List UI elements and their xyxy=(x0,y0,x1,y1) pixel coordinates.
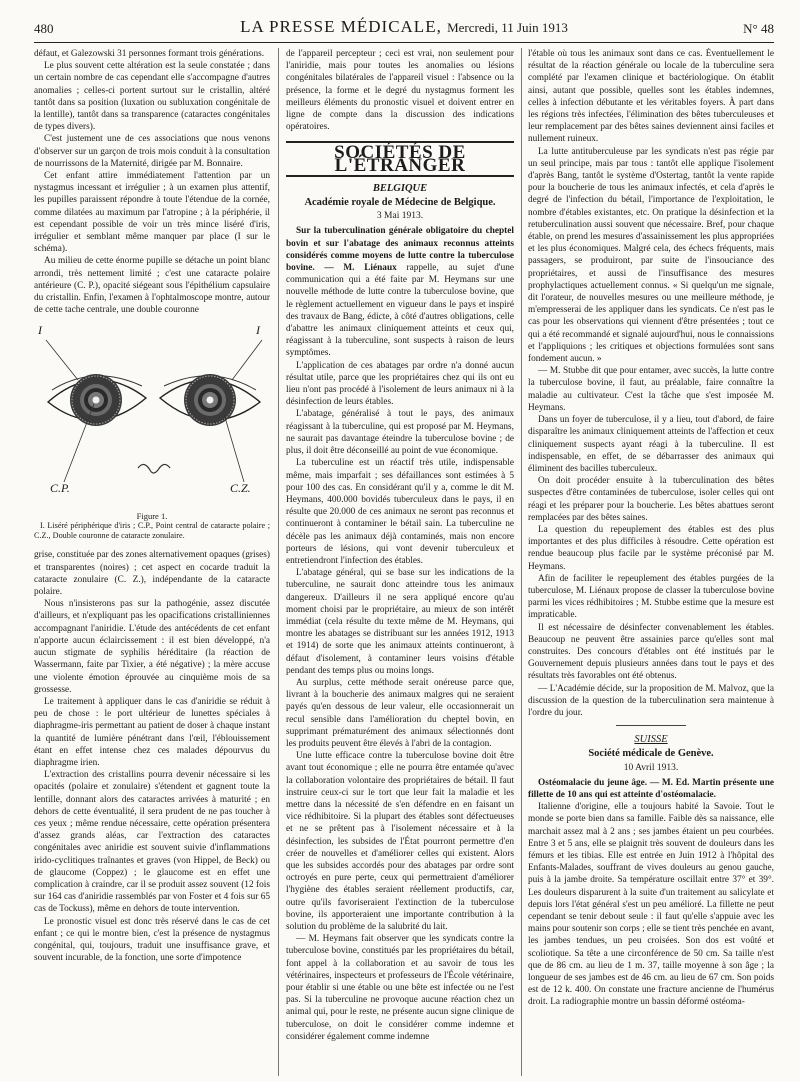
paragraph: — L'Académie décide, sur la proposition de M. Malvoz, que la discussion de la question de la tuberculination sera maintenue à l'ordre du jour. xyxy=(528,683,774,718)
masthead xyxy=(34,17,774,37)
issue-number: N° 48 xyxy=(743,21,774,36)
paragraph: grise, constituée par des zones alternativement opaques (grises) et transparentes (noires) ; cet aspect en cocarde traduit la cataracte zonulaire (C. Z.), indépendante de la cataracte polaire. xyxy=(34,550,270,598)
label-iris-left: I xyxy=(38,323,42,338)
page-header xyxy=(34,16,774,40)
paragraph: Le traitement à appliquer dans le cas d'aniridie se réduit à peu de chose : le port ultérieur de lunettes spéciales à diaphragme-iris permettant au patient de doser à chaque instant la quantité de lumière pénétrant dans l'œil, l'éblouissement étant en effet intense chez ces malades dépourvus du diaphragme irien. xyxy=(34,696,270,768)
label-iris-right: I xyxy=(256,323,260,338)
column-divider xyxy=(521,48,522,1076)
paragraph: Au milieu de cette énorme pupille se détache un point blanc arrondi, très nettement limité ; c'est une cataracte polaire antérieure (C. P.), opacité siégeant sous l'épithélium capsulaire du cristallin. Enfin, l'examen à l'ophtalmoscope montre, autour de cette tache centrale, une double couronne xyxy=(34,256,270,316)
column-3 xyxy=(528,48,774,1078)
paragraph: Au surplus, cette méthode serait onéreuse parce que, livrant à la boucherie des animaux malgres qui ne seraient payés qu'en dessous de leur valeur, elle occasionnerait un recul sensible dans l'amélioration du cheptel bovin, en supprimant prématurément des animaux sélectionnés dont les produits peuvent être élevés à l'abri de la contagion. xyxy=(286,677,514,749)
paragraph: rappelle, au sujet d'une communication qui a été faite par M. Heymans sur une nouvelle méthode de lutte contre la tuberculose bovine, que le règlement actuellement en vigueur dans le pays et inspiré des travaux de Bang, édicte, à côté d'autres obligations, celle d'abattre les animaux cliniquement atteints et ceux qui, réagissant à la tuberculine, sont suspects à raison de leurs symptômes. xyxy=(286,263,514,359)
left-eye xyxy=(48,374,146,426)
masthead-title: LA PRESSE MÉDICALE, xyxy=(240,17,442,36)
country-heading: SUISSE xyxy=(634,734,668,746)
paragraph: On doit procéder ensuite à la tuberculination des bêtes suspectes d'être contaminées de tuberculose, isoler celles qui ont réagi et les préparer pour la boucherie. Les bêtes abattues seront remplacées par des bêtes saines. xyxy=(528,476,774,523)
paragraph: La tuberculine est un réactif très utile, indispensable même, mais imparfait ; ses défaillances sont estimées à 5 pour 100 des cas. En considérant qu'il y a, comme le dit M. Heymans, 400.000 bovidés tuberculeux dans le pays, il en résulte que 20.000 de ces animaux ne seront pas reconnus et continueront à contaminer le bétail sain. La tuberculine ne décèle pas les animaux déjà contaminés, mais non encore porteurs de lésions, qui vont devenir tuberculeux et entretiendront l'infection des étables. xyxy=(286,458,514,566)
paragraph: — M. Heymans fait observer que les syndicats contre la tuberculose bovine, constitués par les propriétaires du bétail, font appel à la collaboration et au savoir de tous les vétérinaires, inspecteurs et professeurs de l'École vétérinaire, pour établir si une étable ou une bête est infectée ou ne l'est pas. Si la tuberculine ne provoque aucune réaction chez un animal qui, pour le reste, ne présente aucun signe clinique de tuberculose, on doit le considérer comme indemne et considérer également comme indemne xyxy=(286,934,514,1042)
paragraph: Le pronostic visuel est donc très réservé dans le cas de cet enfant ; ce qui le montre bien, c'est la présence de nystagmus congénital, qui, toujours, traduit une insuffisance grave, et souvent incurable, de la fonction, une sorte d'impotence xyxy=(34,916,270,964)
society-heading: Société médicale de Genève. xyxy=(588,748,714,760)
header-rule xyxy=(34,42,774,43)
paragraph: défaut, et Galezowski 31 personnes formant trois générations. xyxy=(34,49,265,59)
page-number: 480 xyxy=(34,21,54,36)
paragraph: Afin de faciliter le repeuplement des étables purgées de la tuberculose, M. Liénaux propose de classer la tuberculose bovine parmi les vices rédhibitoires ; M. Stubbe estime que la mesure est impraticable. xyxy=(528,573,774,621)
label-cp: C.P. xyxy=(50,481,70,496)
country-heading: BELGIQUE xyxy=(372,182,428,194)
session-date: 10 Avril 1913. xyxy=(623,762,679,773)
paragraph: L'application de ces abatages par ordre n'a donné aucun résultat utile, parce que les propriétaires chez qui ils ont eu lieu n'ont pas procédé à l'isolement de leurs animaux ni à la désinfection de leurs étables. xyxy=(286,360,514,408)
masthead-date: Mercredi, 11 Juin 1913 xyxy=(447,20,568,35)
column-divider xyxy=(278,48,279,1076)
society-heading: Académie royale de Médecine de Belgique. xyxy=(304,197,496,209)
nose-sketch xyxy=(138,465,170,474)
paragraph: Dans un foyer de tuberculose, il y a lieu, tout d'abord, de faire disparaître les animaux cliniquement atteints de l'affection et ceux cliniquement suspects ayant réagi à la tuberculine. Il est indispensable, en effet, de se débarrasser des animaux qui éliminent des bacilles tuberculeux. xyxy=(528,415,774,474)
column-2 xyxy=(286,48,514,1078)
paragraph: C'est justement une de ces associations que nous venons d'observer sur un garçon de trois mois conduit à la consultation de nourrissons de la Maternité, dirigée par M. Bonnaire. xyxy=(34,134,270,169)
paragraph: Italienne d'origine, elle a toujours habité la Savoie. Tout le monde se porte bien dans sa famille. Faible dès sa naissance, elle marchait assez mal à 2 ans ; ses jambes étaient un peu courbées. Entre 3 et 5 ans, elle se plaignit très souvent de douleurs dans les fémurs et les tibias. Elle est entrée en Juin 1912 à l'hôpital des Enfants-Malades, souffrant de vives douleurs au genou gauche, puis à la jambe droite. Sa température oscillait entre 37° et 39°. Les douleurs disparurent à la suite d'un traitement au salicylate et depuis lors l'état général s'est un peu amélioré. La fillette ne peut cependant se tenir debout seule : il faut qu'elle s'appuie avec les mains pour soutenir son corps ; elle se tient très penchée en avant, les jambes tendues, un peu croisées. Son dos est voûté et scoliotique. Sa tête a une circonférence de 50 cm. Sa taille n'est que de 86 cm. au lieu de 1 m. 37, taille moyenne à son âge ; la longueur de ses jambes est de 46 cm. au lieu de 67 cm. Son poids est de 12 k. 400. On constate une fracture ancienne de l'humérus droit. La radiographie montre un bassin déformé ostéoma- xyxy=(528,802,774,1008)
article-title xyxy=(286,225,514,359)
paragraph: Il est nécessaire de désinfecter convenablement les étables. Beaucoup ne peuvent être assainies parce qu'elles sont mal construites. Des concours d'étables ont été institués par le Gouvernement depuis plusieurs années dans tout le pays et des résultats très favorables ont été obtenus. xyxy=(528,622,774,682)
paragraph: Le plus souvent cette altération est la seule constatée ; dans un certain nombre de cas cependant elle s'accompagne d'autres anomalies ; celles-ci portent surtout sur le cristallin, altéré tantôt dans sa position (luxation ou subluxation congénitale de la lentille), tantôt dans sa transparence (cataractes congénitales de types divers). xyxy=(34,61,270,133)
paragraph: — M. Stubbe dit que pour entamer, avec succès, la lutte contre la tuberculose bovine, il faut, au préalable, faire connaître la maladie au cultivateur. C'est la tâche que s'est imposée M. Heymans. xyxy=(528,366,774,413)
paragraph: l'étable où tous les animaux sont dans ce cas. Éventuellement le résultat de la réaction générale ou locale de la tuberculine sera complété par l'examen clinique et bactériologique. On établit ainsi, autant que possible, quelles sont les étables indemnes, celles à infection débutante et les véritables foyers. À part dans les régions très infectées, l'élimination des bêtes tuberculeuses et leur remplacement par des bêtes saines deviennent ainsi faciles et nullement ruineux. xyxy=(528,49,774,145)
figure-caption: I. Liséré périphérique d'iris ; C.P., Point central de cataracte polaire ; C.Z., Double couronne de cataracte zonulaire. xyxy=(34,521,270,541)
section-separator xyxy=(616,725,686,726)
session-date: 3 Mai 1913. xyxy=(376,211,424,222)
figure-eyes xyxy=(34,320,270,545)
paragraph: Ostéomalacie du jeune âge. — M. Ed. Martin présente une fillette de 10 ans qui est atteinte d'ostéomalacie. xyxy=(528,777,774,800)
paragraph: L'abatage général, qui se base sur les indications de la tuberculine, ne saurait donc atteindre tous les animaux dangereux. D'ailleurs il ne sera appliqué encore qu'au moment choisi par le propriétaire, au mieux de son intérêt immédiat (cela résulte du texte même de M. Heymans, qui montre les abatages se distribuant sur les années 1912, 1913 et 1914) de sorte que les animaux atteints continueront, à défaut d'isolement, à contaminer leurs voisins d'étable pendant des temps plus ou moins longs. xyxy=(286,568,514,676)
figure-title: Figure 1. xyxy=(136,511,168,522)
paragraph: L'abatage, généralisé à tout le pays, des animaux réagissant à la tuberculine, qui est proposé par M. Heymans, ne saurait pas davantage éteindre la tuberculose bovine ; de plus, il doit être déconseillé au point de vue économique. xyxy=(286,409,514,457)
paragraph: La lutte antituberculeuse par les syndicats n'est pas régie par un seul principe, mais par tous : tantôt elle applique l'isolement d'après Bang, tantôt le système d'Ostertag, tantôt la vente rapide pour la boucherie de tous les animaux infectés, et cela d'après le degré de l'infection du bétail, l'importance de l'exploitation, le nombre d'étables existantes, etc. On pratique la désinfection et la retuberculination aussi souvent que nécessaire. Bref, pour chaque étable, on prend les mesures d'assainissement les plus appropriées et les plus économiques. Malgré cela, des échecs fréquents, mais passagers, se produiront, par suite de l'insouciance des propriétaires, et aussi de l'insuffisance des mesures prophylactiques actuellement connus. « Si quelqu'un me signale, dit l'orateur, de nouvelles mesures ou une meilleure méthode, je m'empresserai de les appliquer dans les syndicats. Ce n'est pas le cas pour les observations qui viennent d'être présentées ; tout ce qui a été recommandé et signalé aujourd'hui, nous le connaissions et l'appliquions ; les critiques et objections formulées sont sans fondement aucun. » xyxy=(528,146,774,365)
article-title-text: Sur la tuberculination générale obligatoire du cheptel bovin et sur l'abatage des animaux reconnus atteints considérés comme moyens de lutte contre la tuberculose bovine. — M. Liénaux xyxy=(286,226,514,274)
paragraph: Cet enfant attire immédiatement l'attention par un nystagmus incessant et irrégulier ; à un examen plus attentif, les pupilles paraissent répondre à toute l'étendue de la cornée, comme dilatées au maximum par l'atropine ; à la périphérie, il est cependant possible de voir un très mince liséré d'iris, irrégulier et semblant même manquer par place (I sur le schéma). xyxy=(34,171,270,255)
column-1 xyxy=(34,48,270,1078)
label-cz: C.Z. xyxy=(230,481,251,496)
paragraph: Nous n'insisterons pas sur la pathogénie, assez discutée d'ailleurs, et n'expliquant pas les opacifications cristalliniennes accompagnant l'aniridie. L'étude des antécédents de cet enfant n'apporte aucun éclaircissement : il est bien développé, n'a aucun stigmate de syphilis héréditaire (la réaction de Wassermann, faite par Tixier, a été négative) ; la mère accuse une violente émotion éprouvée au cinquième mois de sa grossesse. xyxy=(34,599,270,695)
paragraph: La question du repeuplement des étables est des plus importantes et des plus difficiles à résoudre. Cette opération est rendue beaucoup plus facile par le système préconisé par M. Heymans. xyxy=(528,524,774,572)
section-title: SOCIÉTÉS DE L'ÉTRANGER xyxy=(286,141,514,176)
paragraph: L'extraction des cristallins pourra devenir nécessaire si les opacités (polaire et zonulaire) s'étendent et gagnent toute la lentille, donnant alors des cataractes arrivées à maturité ; en dehors de cette éventualité, il sera prudent de ne pas toucher à ces yeux ; même rendue nécessaire, cette opération présentera d'assez grands aléas, car l'extraction des cataractes congénitales avec aniridie est souvent suivie d'inflammations irido-cyclitiques traînantes et graves (von Hippel, de Beck) ou de glaucome (Coppez) ; le glaucome est en effet une complication à craindre, car il se produit assez souvent (12 fois sur 164 cas d'aniridie rassemblés par von Foster et 4 fois sur 65 cas de Tockuss), même en dehors de toute intervention. xyxy=(34,770,270,915)
paragraph: de l'appareil percepteur ; ceci est vrai, non seulement pour l'aniridie, mais pour toutes les anomalies ou lésions congénitales bilatérales de l'appareil visuel : l'absence ou la présence, la forme et le degré du nystagmus forment les meilleurs éléments du pronostic visuel et doivent entrer en ligne de compte dans la discussion des indications opératoires. xyxy=(286,49,514,133)
right-eye xyxy=(160,374,260,426)
paragraph: Une lutte efficace contre la tuberculose bovine doit être avant tout économique ; elle ne pourra être entamée qu'avec la collaboration volontaire des propriétaires de bétail. Il faut instruire ceux-ci sur le tort que leur fait la maladie et les mettre dans la nécessité de s'en défendre en en faisant un vice rédhibitoire. Si la plupart des étables sont défectueuses et ne se prêtent pas à l'isolement nécessaire et à la désinfection, les subsides de l'État pourront permettre d'en créer de nouvelles et d'améliorer celles qui existent. Alors que les subsides accordés pour des abatages par ordre sont octroyés en pure perte, ceux qui permettraient d'améliorer l'hygiène des étables seraient réellement productifs, car, outre qu'ils favoriseraient l'extinction de la tuberculose bovine, ils apporteraient une importante contribution à la solution du problème de la salubrité du lait. xyxy=(286,751,514,933)
